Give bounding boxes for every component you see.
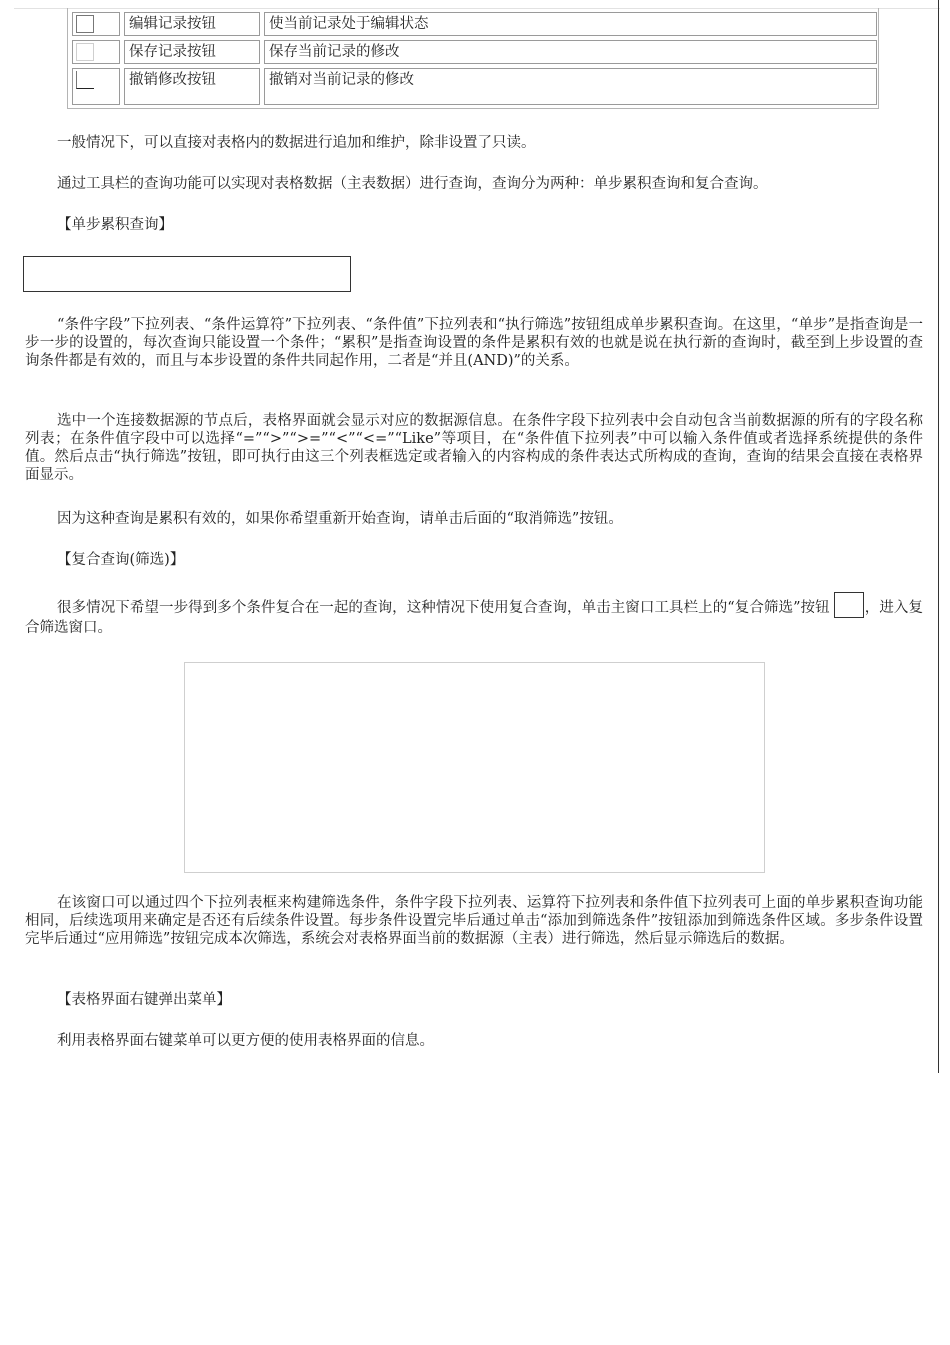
paragraph-filter-window-desc: 在该窗口可以通过四个下拉列表框来构建筛选条件，条件字段下拉列表、运算符下拉列表和条件值下拉列表可上面的单步累积查询功能相同，后续选项用来确定是否还有后续条件设置。每步条件设置完毕后通过单击“添加到筛选条件”按钮添加到筛选条件区域。多步条件设置完毕后通过“应用筛选”按钮完成本次筛选，系统会对表格界面当前的数据源（主表）进行筛选，然后显示筛选后的数据。 <box>25 895 923 947</box>
paragraph-single-step-desc: “条件字段”下拉列表、“条件运算符”下拉列表、“条件值”下拉列表和“执行筛选”按钮组成单步累积查询。在这里，“单步”是指查询是一步一步的设置的，每次查询只能设置一个条件；“累积”是指查询设置的条件是累积有效的也就是说在执行新的查询时，截至到上步设置的查询条件都是有效的，而且与本步设置的条件共同起作用，二者是“并且(AND)”的关系。 <box>25 317 923 369</box>
icon-cell <box>72 40 120 64</box>
compound-filter-text: 很多情况下希望一步得到多个条件复合在一起的查询，这种情况下使用复合查询，单击主窗口工具栏上的“复合筛选”按钮 <box>57 600 830 616</box>
undo-changes-icon <box>76 71 94 89</box>
button-name-cell: 编辑记录按钮 <box>124 12 260 36</box>
heading-context-menu: 【表格界面右键弹出菜单】 <box>57 992 231 1008</box>
heading-compound-query: 【复合查询(筛选)】 <box>57 552 185 568</box>
table-row <box>72 68 878 105</box>
paragraph-datasource-desc: 选中一个连接数据源的节点后，表格界面就会显示对应的数据源信息。在条件字段下拉列表中会自动包含当前数据源的所有的字段名称列表；在条件值字段中可以选择“=”“>”“>=”“<”“<=”“Like”等项目，在“条件值下拉列表”中可以输入条件值或者选择系统提供的条件值。然后点击“执行筛选”按钮，即可执行由这三个列表框选定或者输入的内容构成的条件表达式所构成的查询，查询的结果会直接在表格界面显示。 <box>25 413 923 483</box>
paragraph-compound-filter <box>25 592 923 638</box>
icon-cell <box>72 68 120 105</box>
button-name-cell: 保存记录按钮 <box>124 40 260 64</box>
edit-record-icon <box>76 15 94 33</box>
compound-filter-text-end: ，进入复合筛选窗口。 <box>25 600 924 636</box>
query-toolbar-image <box>23 256 351 292</box>
button-desc-cell: 保存当前记录的修改 <box>264 40 877 64</box>
button-desc-cell: 使当前记录处于编辑状态 <box>264 12 877 36</box>
compound-filter-button-icon <box>834 592 864 618</box>
compound-filter-window-image <box>184 662 765 873</box>
save-record-icon <box>76 43 94 61</box>
paragraph-cancel-filter: 因为这种查询是累积有效的，如果你希望重新开始查询，请单击后面的“取消筛选”按钮。 <box>57 511 623 527</box>
button-name-cell: 撤销修改按钮 <box>124 68 260 105</box>
button-desc-cell: 撤销对当前记录的修改 <box>264 68 877 105</box>
table-row <box>72 12 878 36</box>
paragraph-context-menu-desc: 利用表格界面右键菜单可以更方便的使用表格界面的信息。 <box>57 1033 434 1049</box>
paragraph-direct-edit: 一般情况下，可以直接对表格内的数据进行追加和维护，除非设置了只读。 <box>57 135 536 151</box>
heading-single-step-query: 【单步累积查询】 <box>57 217 173 233</box>
table-row <box>72 40 878 64</box>
right-rule <box>938 0 939 1073</box>
paragraph-query-intro: 通过工具栏的查询功能可以实现对表格数据（主表数据）进行查询，查询分为两种：单步累积查询和复合查询。 <box>57 176 768 192</box>
icon-cell <box>72 12 120 36</box>
toolbar-button-table <box>67 8 879 109</box>
